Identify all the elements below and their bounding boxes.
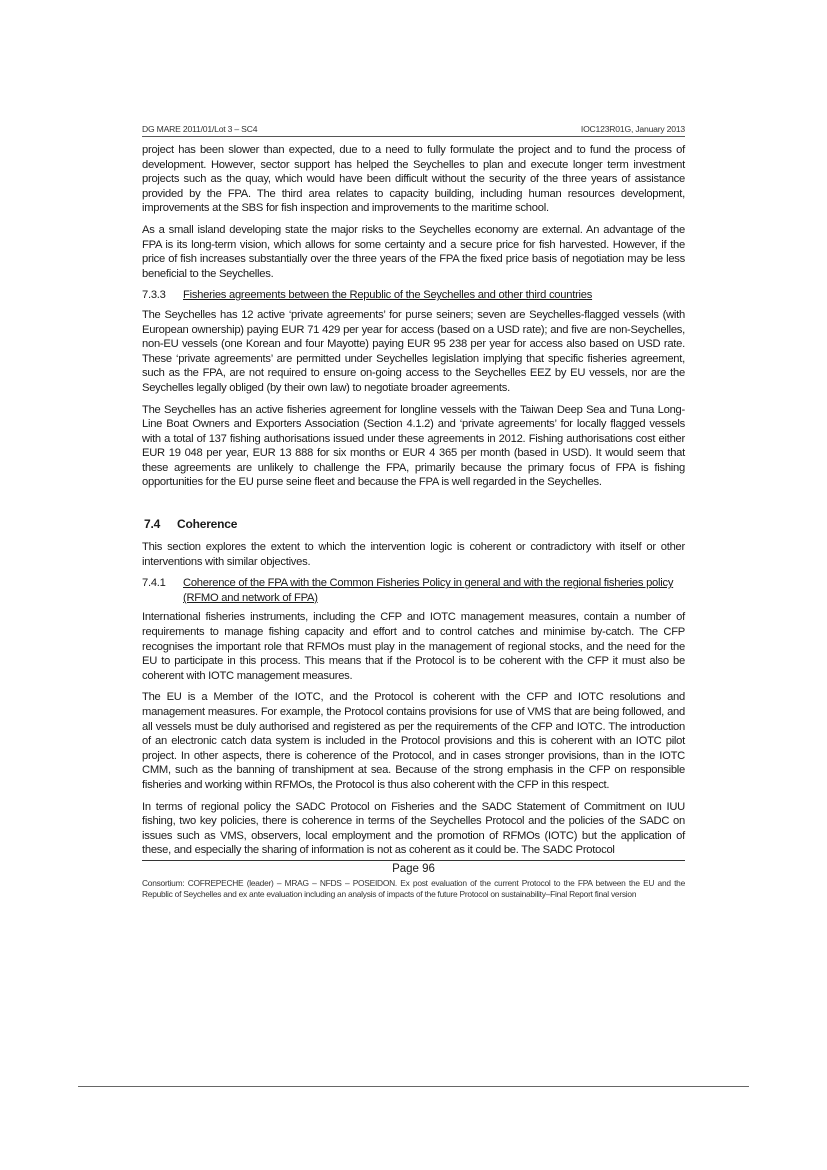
paragraph: The Seychelles has 12 active ‘private agreements’ for purse seiners; seven are Seychelles-flagged vessels (with European ownership) paying EUR 71 429 per year for access (based on a USD rate); and five are non-Seychelles, non-EU vessels (one Korean and four Mayotte) paying EUR 95 238 per year for access also based on USD rate. These ‘private agreements’ are permitted under Seychelles legislation implying that specific fisheries agreement, such as the FPA, are not required to ensure on-going access to the Seychelles EEZ by EU vessels, nor are the Seychelles legally obliged (by their own law) to negotiate broader agreements. — [142, 308, 685, 394]
paragraph: The EU is a Member of the IOTC, and the Protocol is coherent with the CFP and IOTC resolutions and management measures. For example, the Protocol contains provisions for use of VMS that are being followed, and all vessels must be duly authorised and registered as per the requirements of the CFP and IOTC. The introduction of an electronic catch data system is included in the Protocol provisions and this is coherent with an IOTC pilot project. In other aspects, there is coherence of the Protocol, and in cases stronger provisions, than in the IOTC CMM, such as the banning of transhipment at sea. Because of the strong emphasis in the CFP on responsible fisheries and working within RFMOs, the Protocol is thus also coherent with the CFP in this respect. — [142, 691, 685, 791]
paragraph: project has been slower than expected, due to a need to fully formulate the project and to fund the process of development. However, sector support has helped the Seychelles to plan and execute longer term investment projects such as the quay, which would have been difficult without the security of the three years of assistance provided by the FPA. The third area relates to capacity building, including human resources development, improvements at the SBS for fish inspection and improvements to the maritime school. — [142, 144, 685, 215]
subsection-number: 7.4.1 — [142, 577, 166, 590]
paragraph: This section explores the extent to which the intervention logic is coherent or contradictory with itself or other interventions with similar objectives. — [142, 541, 685, 568]
paragraph: International fisheries instruments, including the CFP and IOTC management measures, contain a number of requirements to manage fishing capacity and effort and to control catches and minimise by-catch. The CFP recognises the important role that RFMOs must play in the management of regional stocks, and the need for the EU to participate in this process. This means that if the Protocol is to be coherent with the CFP it must also be coherent with IOTC management measures. — [142, 611, 685, 682]
running-header — [142, 124, 685, 137]
header-right: IOC123R01G, January 2013 — [580, 124, 685, 134]
subsection-heading-7-3-3 — [142, 288, 685, 303]
section-number: 7.4 — [144, 517, 161, 532]
subsection-title: Coherence of the FPA with the Common Fisheries Policy in general and with the regional fisheries policy (RFMO and network of FPA) — [183, 577, 674, 604]
subsection-title: Fisheries agreements between the Republic of the Seychelles and other third countries — [183, 289, 593, 302]
subsection-number: 7.3.3 — [142, 289, 166, 302]
paragraph: As a small island developing state the major risks to the Seychelles economy are external. An advantage of the FPA is its long-term vision, which allows for some certainty and a secure price for fish harvested. However, if the price of fish increases substantially over the three years of the FPA the fixed price basis of negotiation may be less beneficial to the Seychelles. — [142, 223, 685, 280]
footer-divider — [142, 860, 685, 861]
page-bottom-divider — [78, 1086, 749, 1087]
paragraph: In terms of regional policy the SADC Protocol on Fisheries and the SADC Statement of Commitment on IUU fishing, two key policies, there is coherence in terms of the Seychelles Protocol and the policies of the SADC on issues such as VMS, observers, local employment and the promotion of RFMOs (IOTC) but the application of these, and especially the sharing of information is not as coherent as it could be. The SADC Protocol — [142, 800, 685, 857]
footer-consortium-note: Consortium: COFREPECHE (leader) – MRAG – NFDS – POSEIDON. Ex post evaluation of the current Protocol to the FPA between the EU and the Republic of Seychelles and ex ante evaluation including an analysis of impacts of the future Protocol on sustainability–Final Report final version — [142, 877, 685, 900]
document-page — [142, 124, 685, 901]
subsection-heading-7-4-1 — [142, 576, 685, 605]
header-left: DG MARE 2011/01/Lot 3 – SC4 — [142, 124, 258, 134]
section-heading-7-4 — [142, 517, 685, 531]
section-title: Coherence — [177, 517, 238, 532]
page-number: Page 96 — [392, 862, 435, 875]
paragraph: The Seychelles has an active fisheries agreement for longline vessels with the Taiwan Deep Sea and Tuna Long-Line Boat Owners and Exporters Association (Section 4.1.2) and ‘private agreements’ for locally flagged vessels with a total of 137 fishing authorisations issued under these agreements in 2012. Fishing authorisations cost either EUR 19 048 per year, EUR 13 888 for six months or EUR 4 365 per month (based in USD). It would seem that these agreements are unlikely to challenge the FPA, primarily because the primary focus of FPA is fishing opportunities for the EU purse seine fleet and because the FPA is well regarded in the Seychelles. — [142, 403, 685, 489]
